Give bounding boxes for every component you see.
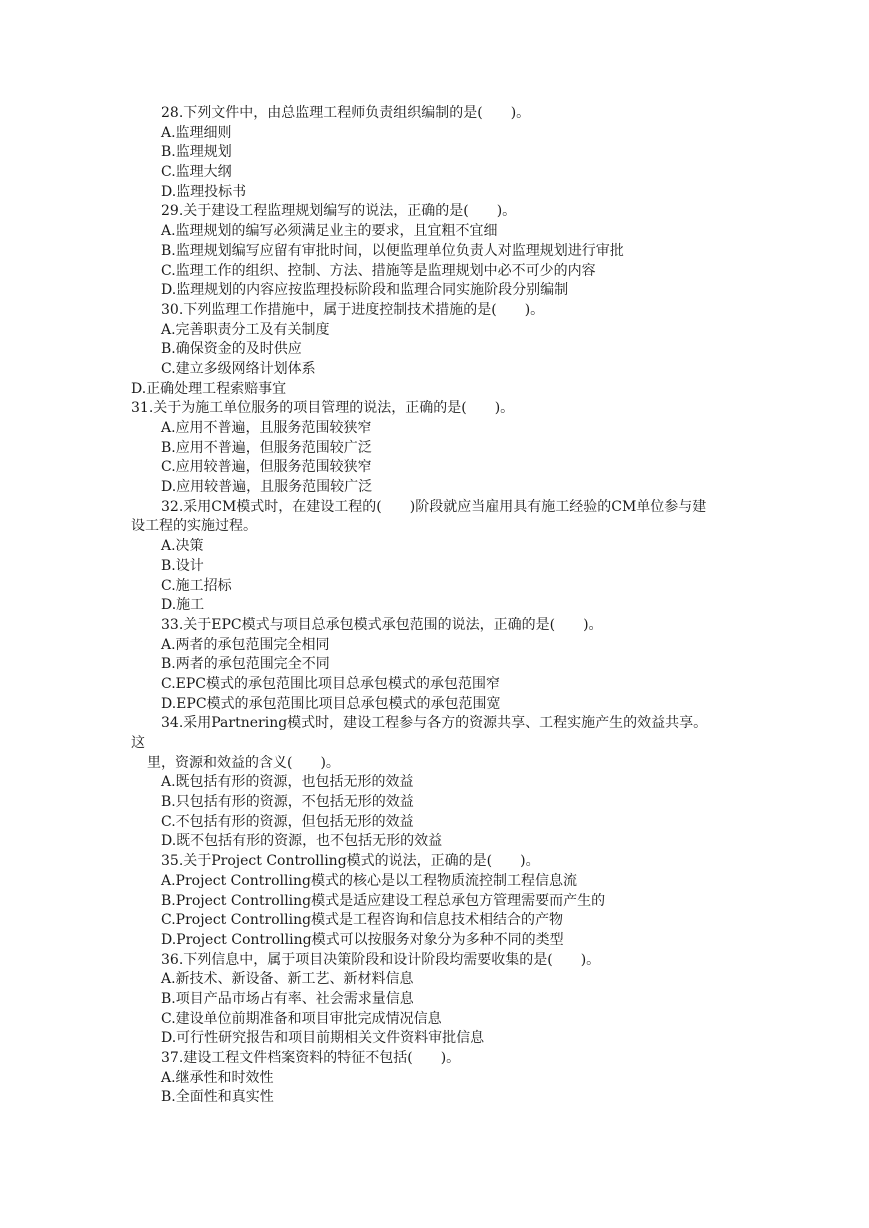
text-line: A.完善职责分工及有关制度	[161, 321, 330, 338]
text-line: A.既包括有形的资源，也包括无形的效益	[161, 774, 414, 791]
text-line: 设工程的实施过程。	[131, 518, 257, 535]
question-line: 35.关于Project Controlling模式的说法，正确的是( )。	[161, 853, 540, 870]
text-line: D.Project Controlling模式可以按服务对象分为多种不同的类型	[161, 931, 564, 948]
text-line: 里，资源和效益的含义( )。	[147, 754, 340, 771]
text-line: A.两者的承包范围完全相同	[161, 636, 330, 653]
question-line: 30.下列监理工作措施中，属于进度控制技术措施的是( )。	[161, 301, 545, 318]
text-line: D.可行性研究报告和项目前期相关文件资料审批信息	[161, 1030, 485, 1047]
question-line: 33.关于EPC模式与项目总承包模式承包范围的说法，正确的是( )。	[161, 616, 603, 633]
text-line: A.新技术、新设备、新工艺、新材料信息	[161, 971, 414, 988]
text-line: B.应用不普遍，但服务范围较广泛	[161, 439, 372, 456]
text-line: D.施工	[161, 597, 205, 614]
text-line: D.既不包括有形的资源，也不包括无形的效益	[161, 833, 443, 850]
text-line: B.全面性和真实性	[161, 1089, 274, 1106]
question-line: 36.下列信息中，属于项目决策阶段和设计阶段均需要收集的是( )。	[161, 951, 601, 968]
text-line: C.建设单位前期准备和项目审批完成情况信息	[161, 1010, 442, 1027]
text-line: D.正确处理工程索赔事宜	[131, 380, 287, 397]
text-line: B.监理规划编写应留有审批时间，以便监理单位负责人对监理规划进行审批	[161, 242, 624, 259]
question-text-block	[0, 104, 869, 1108]
text-line: 这	[131, 735, 145, 751]
text-line: C.不包括有形的资源，但包括无形的效益	[161, 813, 414, 830]
text-line: A.监理规划的编写必须满足业主的要求，且宜粗不宜细	[161, 223, 498, 240]
text-line: C.应用较普遍，但服务范围较狭窄	[161, 459, 372, 476]
text-line: B.Project Controlling模式是适应建设工程总承包方管理需要而产生的	[161, 892, 606, 909]
question-line: 32.采用CM模式时，在建设工程的( )阶段就应当雇用具有施工经验的CM单位参与建	[161, 498, 707, 515]
text-line: B.确保资金的及时供应	[161, 341, 302, 358]
text-line: B.两者的承包范围完全不同	[161, 656, 330, 673]
text-line: D.监理投标书	[161, 183, 247, 200]
text-line: B.设计	[161, 557, 204, 574]
text-line: A.Project Controlling模式的核心是以工程物质流控制工程信息流	[161, 872, 577, 889]
text-line: A.决策	[161, 538, 204, 555]
text-line: C.建立多级网络计划体系	[161, 360, 316, 377]
question-line: 37.建设工程文件档案资料的特征不包括( )。	[161, 1050, 461, 1066]
text-line: A.应用不普遍，且服务范围较狭窄	[161, 420, 372, 436]
question-line: 28.下列文件中，由总监理工程师负责组织编制的是( )。	[161, 105, 531, 121]
question-line: 29.关于建设工程监理规划编写的说法，正确的是( )。	[161, 203, 517, 220]
text-line: C.监理大纲	[161, 164, 232, 181]
text-line: B.项目产品市场占有率、社会需求量信息	[161, 990, 414, 1007]
text-line: D.EPC模式的承包范围比项目总承包模式的承包范围宽	[161, 695, 501, 712]
text-line: C.Project Controlling模式是工程咨询和信息技术相结合的产物	[161, 912, 564, 929]
text-line: C.施工招标	[161, 577, 232, 594]
question-line: 34.采用Partnering模式时，建设工程参与各方的资源共享、工程实施产生的效益共享。	[161, 715, 708, 732]
text-line: B.只包括有形的资源，不包括无形的效益	[161, 794, 414, 811]
text-line: D.监理规划的内容应按监理投标阶段和监理合同实施阶段分别编制	[161, 282, 569, 299]
text-line: C.EPC模式的承包范围比项目总承包模式的承包范围窄	[161, 675, 501, 692]
text-line: B.监理规划	[161, 144, 232, 161]
text-line: C.监理工作的组织、控制、方法、措施等是监理规划中必不可少的内容	[161, 262, 596, 279]
text-line: A.继承性和时效性	[161, 1069, 274, 1086]
text-line: D.应用较普遍，且服务范围较广泛	[161, 479, 373, 496]
text-line: A.监理细则	[161, 124, 232, 141]
text-line: 31.关于为施工单位服务的项目管理的说法，正确的是( )。	[131, 400, 515, 417]
